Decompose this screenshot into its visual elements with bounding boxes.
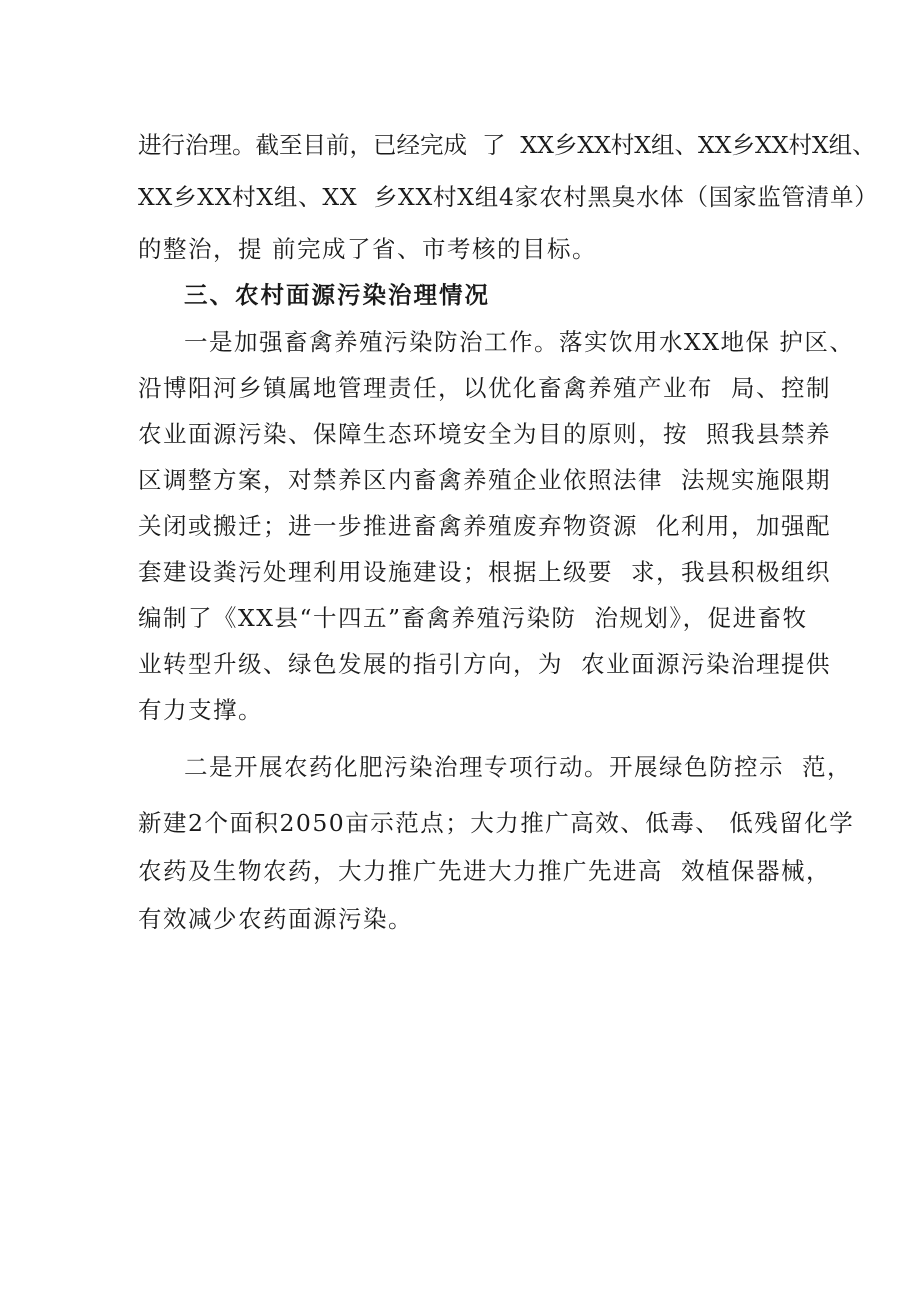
paragraph-line: 的整治，提 前完成了省、市考核的目标。	[138, 235, 597, 263]
paragraph-line: 新建2个面积2050亩示范点；大力推广高效、低毒、 低残留化学	[138, 809, 855, 837]
paragraph-line: 一是加强畜禽养殖污染防治工作。落实饮用水XX地保 护区、	[184, 328, 855, 356]
paragraph-line: 有力支撑。	[138, 696, 263, 724]
paragraph-line: 二是开展农药化肥污染治理专项行动。开展绿色防控示 范，	[184, 753, 852, 781]
paragraph-line: 有效减少农药面源污染。	[138, 905, 413, 933]
paragraph-line: 进行治理。截至目前，已经完成 了 XX乡XX村X组、XX乡XX村X组、	[138, 131, 876, 159]
paragraph-line: 套建设粪污处理利用设施建设；根据上级要 求，我县积极组织	[138, 558, 831, 586]
paragraph-line: 编制了《XX县“十四五”畜禽养殖污染防 治规划》，促进畜牧	[138, 604, 808, 632]
paragraph-line: 关闭或搬迁；进一步推进畜禽养殖废弃物资源 化利用，加强配	[138, 512, 831, 540]
section-heading: 三、农村面源污染治理情况	[184, 281, 490, 309]
paragraph-line: XX乡XX村X组、XX 乡XX村X组4家农村黑臭水体（国家监管清单）	[138, 183, 879, 211]
paragraph-line: 业转型升级、绿色发展的指引方向，为 农业面源污染治理提供	[138, 650, 831, 678]
paragraph-line: 区调整方案，对禁养区内畜禽养殖企业依照法律 法规实施限期	[138, 466, 831, 494]
paragraph-line: 农业面源污染、保障生态环境安全为目的原则，按 照我县禁养	[138, 420, 831, 448]
paragraph-line: 沿博阳河乡镇属地管理责任，以优化畜禽养殖产业布 局、控制	[138, 374, 831, 402]
paragraph-line: 农药及生物农药，大力推广先进大力推广先进高 效植保器械，	[138, 857, 831, 885]
